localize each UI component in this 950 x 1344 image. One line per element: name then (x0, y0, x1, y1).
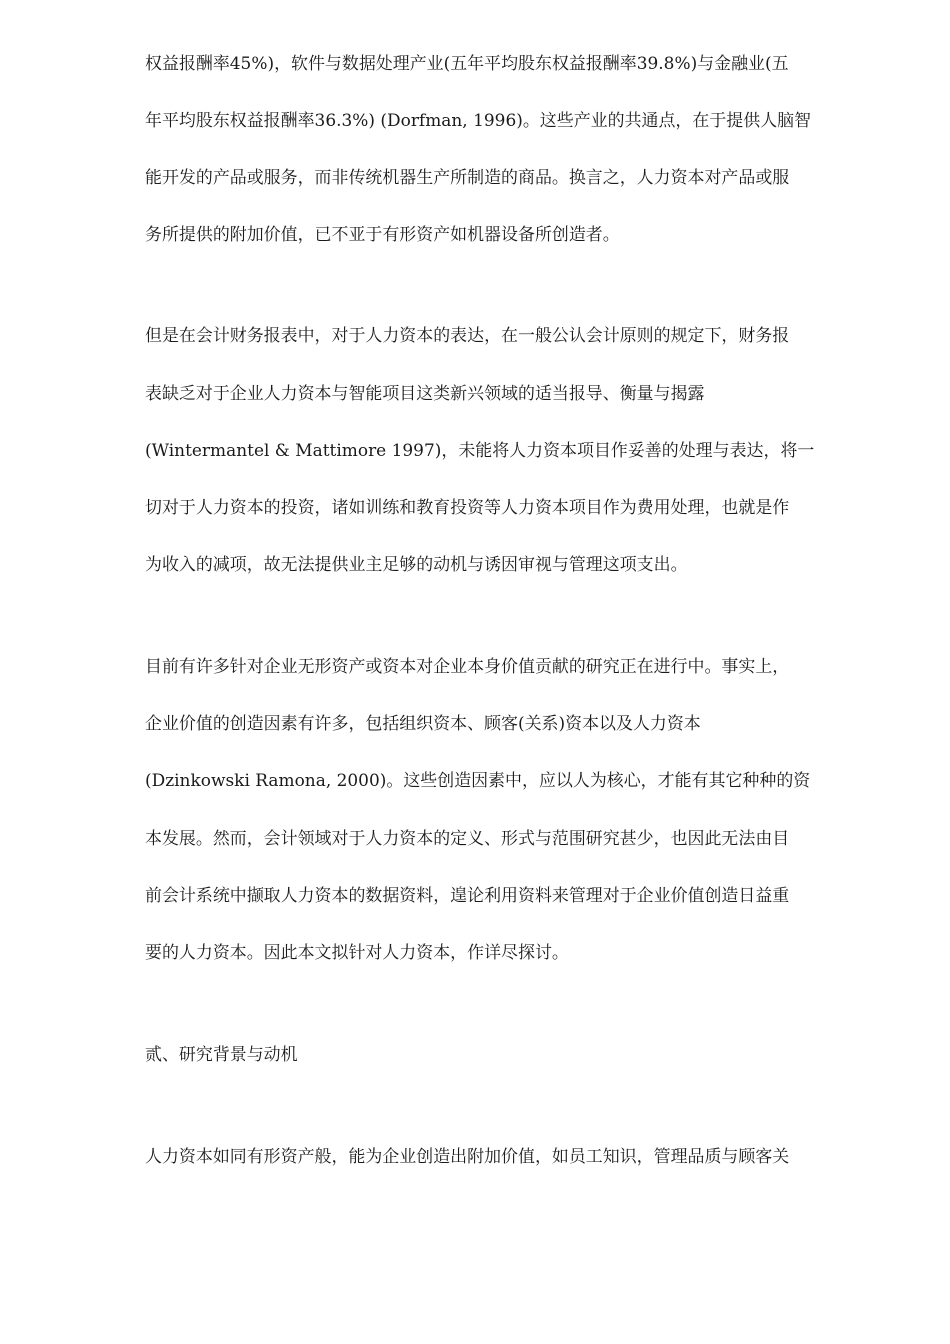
text-line: 能开发的产品或服务，而非传统机器生产所制造的商品。换言之，人力资本对产品或服 (145, 168, 790, 188)
text-line: 年平均股东权益报酬率36.3%) (Dorfman, 1996)。这些产业的共通点，在于提供人脑智 (145, 111, 812, 131)
text-line: 要的人力资本。因此本文拟针对人力资本，作详尽探讨。 (145, 943, 569, 963)
text-line: 为收入的减项，故无法提供业主足够的动机与诱因审视与管理这项支出。 (145, 555, 688, 575)
text-line: 切对于人力资本的投资，诸如训练和教育投资等人力资本项目作为费用处理，也就是作 (145, 498, 790, 518)
text-line: 务所提供的附加价值，已不亚于有形资产如机器设备所创造者。 (145, 225, 620, 245)
text-line: 权益报酬率45%)，软件与数据处理产业(五年平均股东权益报酬率39.8%)与金融业(五 (145, 54, 789, 74)
text-line: (Dzinkowski Ramona, 2000)。这些创造因素中，应以人为核心，才能有其它种种的资 (145, 771, 811, 791)
text-line: 表缺乏对于企业人力资本与智能项目这类新兴领域的适当报导、衡量与揭露 (145, 384, 705, 404)
section-heading: 贰、研究背景与动机 (145, 1045, 298, 1065)
text-line: 目前有许多针对企业无形资产或资本对企业本身价值贡献的研究正在进行中。事实上， (145, 657, 790, 677)
text-line: 企业价值的创造因素有许多，包括组织资本、顾客(关系)资本以及人力资本 (145, 714, 701, 734)
text-line: 但是在会计财务报表中，对于人力资本的表达，在一般公认会计原则的规定下，财务报 (145, 326, 790, 346)
text-line: 人力资本如同有形资产般，能为企业创造出附加价值，如员工知识，管理品质与顾客关 (145, 1147, 790, 1167)
text-line: 前会计系统中撷取人力资本的数据资料，遑论利用资料来管理对于企业价值创造日益重 (145, 886, 790, 906)
text-line: 本发展。然而，会计领域对于人力资本的定义、形式与范围研究甚少，也因此无法由目 (145, 829, 790, 849)
text-line: (Wintermantel & Mattimore 1997)，未能将人力资本项目作妥善的处理与表达，将一 (145, 441, 815, 461)
